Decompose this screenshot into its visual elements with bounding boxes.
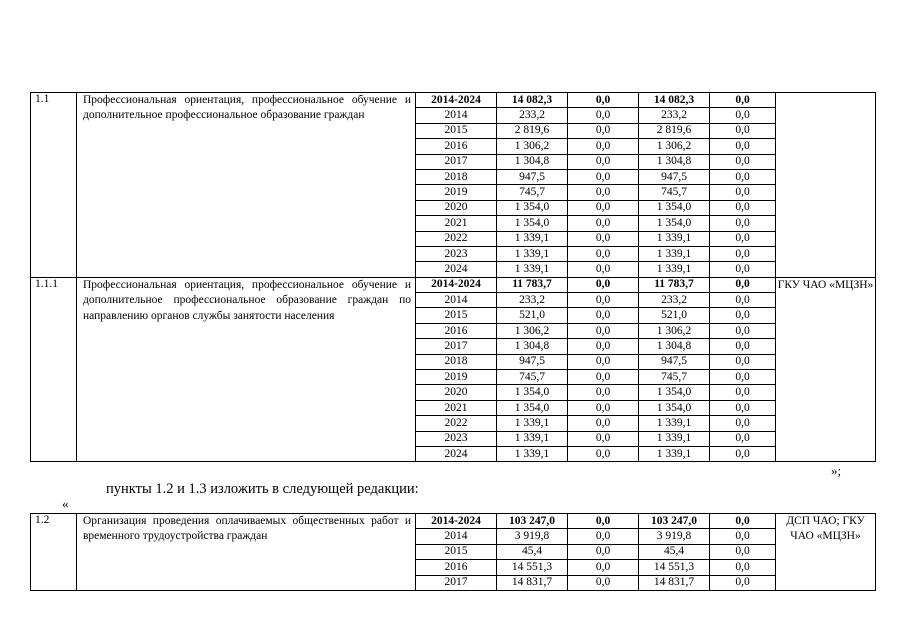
federal-cell: 0,0 — [568, 277, 639, 292]
regional-cell: 1 306,2 — [639, 139, 710, 154]
regional-cell: 1 354,0 — [639, 200, 710, 215]
federal-cell: 0,0 — [568, 262, 639, 277]
federal-cell: 0,0 — [568, 370, 639, 385]
regional-cell: 2 819,6 — [639, 123, 710, 138]
budget-table-top — [30, 92, 876, 462]
item-number: 1.2 — [31, 514, 77, 591]
other-cell: 0,0 — [710, 154, 776, 169]
federal-cell: 0,0 — [568, 308, 639, 323]
regional-cell: 745,7 — [639, 370, 710, 385]
total-cell: 1 339,1 — [497, 246, 568, 261]
other-cell: 0,0 — [710, 339, 776, 354]
regional-cell: 103 247,0 — [639, 514, 710, 529]
total-cell: 1 339,1 — [497, 231, 568, 246]
other-cell: 0,0 — [710, 169, 776, 184]
other-cell: 0,0 — [710, 575, 776, 590]
other-cell: 0,0 — [710, 446, 776, 461]
regional-cell: 1 306,2 — [639, 323, 710, 338]
federal-cell: 0,0 — [568, 216, 639, 231]
other-cell: 0,0 — [710, 560, 776, 575]
item-description: Организация проведения оплачиваемых общественных работ и временного трудоустройства граждан — [77, 514, 416, 591]
item-description: Профессиональная ориентация, профессиональное обучение и дополнительное профессиональное образование граждан по направлению органов службы занятости населения — [77, 277, 416, 462]
year-cell: 2023 — [416, 246, 497, 261]
federal-cell: 0,0 — [568, 200, 639, 215]
year-cell: 2019 — [416, 370, 497, 385]
table-row — [31, 93, 876, 108]
other-cell: 0,0 — [710, 293, 776, 308]
federal-cell: 0,0 — [568, 431, 639, 446]
total-cell: 1 306,2 — [497, 323, 568, 338]
regional-cell: 1 339,1 — [639, 262, 710, 277]
total-cell: 1 306,2 — [497, 139, 568, 154]
federal-cell: 0,0 — [568, 354, 639, 369]
total-cell: 1 354,0 — [497, 400, 568, 415]
year-cell: 2015 — [416, 308, 497, 323]
federal-cell: 0,0 — [568, 339, 639, 354]
budget-table-bottom — [30, 513, 876, 591]
year-cell: 2014 — [416, 529, 497, 544]
federal-cell: 0,0 — [568, 93, 639, 108]
other-cell: 0,0 — [710, 529, 776, 544]
other-cell: 0,0 — [710, 185, 776, 200]
year-cell: 2024 — [416, 446, 497, 461]
other-cell: 0,0 — [710, 354, 776, 369]
year-cell: 2021 — [416, 400, 497, 415]
other-cell: 0,0 — [710, 400, 776, 415]
total-cell: 11 783,7 — [497, 277, 568, 292]
total-cell: 233,2 — [497, 293, 568, 308]
year-cell: 2020 — [416, 200, 497, 215]
regional-cell: 1 304,8 — [639, 339, 710, 354]
regional-cell: 521,0 — [639, 308, 710, 323]
other-cell: 0,0 — [710, 416, 776, 431]
other-cell: 0,0 — [710, 216, 776, 231]
regional-cell: 1 339,1 — [639, 246, 710, 261]
federal-cell: 0,0 — [568, 139, 639, 154]
other-cell: 0,0 — [710, 308, 776, 323]
total-cell: 1 354,0 — [497, 200, 568, 215]
year-cell: 2020 — [416, 385, 497, 400]
total-cell: 3 919,8 — [497, 529, 568, 544]
year-cell: 2015 — [416, 544, 497, 559]
year-cell: 2016 — [416, 139, 497, 154]
total-cell: 1 339,1 — [497, 262, 568, 277]
total-cell: 1 304,8 — [497, 154, 568, 169]
regional-cell: 14 551,3 — [639, 560, 710, 575]
year-cell: 2022 — [416, 416, 497, 431]
total-cell: 14 551,3 — [497, 560, 568, 575]
regional-cell: 14 831,7 — [639, 575, 710, 590]
regional-cell: 1 339,1 — [639, 231, 710, 246]
federal-cell: 0,0 — [568, 185, 639, 200]
other-cell: 0,0 — [710, 431, 776, 446]
other-cell: 0,0 — [710, 262, 776, 277]
total-cell: 745,7 — [497, 185, 568, 200]
total-cell: 1 339,1 — [497, 431, 568, 446]
regional-cell: 1 304,8 — [639, 154, 710, 169]
total-cell: 1 304,8 — [497, 339, 568, 354]
other-cell: 0,0 — [710, 123, 776, 138]
regional-cell: 11 783,7 — [639, 277, 710, 292]
federal-cell: 0,0 — [568, 446, 639, 461]
federal-cell: 0,0 — [568, 544, 639, 559]
item-number: 1.1 — [31, 93, 77, 278]
year-cell: 2018 — [416, 354, 497, 369]
federal-cell: 0,0 — [568, 154, 639, 169]
regional-cell: 1 339,1 — [639, 446, 710, 461]
total-cell: 1 354,0 — [497, 216, 568, 231]
total-cell: 45,4 — [497, 544, 568, 559]
federal-cell: 0,0 — [568, 385, 639, 400]
other-cell: 0,0 — [710, 139, 776, 154]
federal-cell: 0,0 — [568, 514, 639, 529]
regional-cell: 947,5 — [639, 354, 710, 369]
year-cell: 2021 — [416, 216, 497, 231]
year-cell: 2024 — [416, 262, 497, 277]
total-cell: 2 819,6 — [497, 123, 568, 138]
federal-cell: 0,0 — [568, 108, 639, 123]
federal-cell: 0,0 — [568, 246, 639, 261]
year-cell: 2016 — [416, 323, 497, 338]
total-cell: 745,7 — [497, 370, 568, 385]
year-cell: 2017 — [416, 575, 497, 590]
year-cell: 2014 — [416, 293, 497, 308]
responsible-executor: ГКУ ЧАО «МЦЗН» — [776, 277, 876, 462]
total-cell: 14 082,3 — [497, 93, 568, 108]
other-cell: 0,0 — [710, 370, 776, 385]
total-cell: 1 339,1 — [497, 446, 568, 461]
year-cell: 2014-2024 — [416, 514, 497, 529]
table-row — [31, 514, 876, 529]
other-cell: 0,0 — [710, 108, 776, 123]
regional-cell: 1 354,0 — [639, 216, 710, 231]
total-cell: 233,2 — [497, 108, 568, 123]
federal-cell: 0,0 — [568, 560, 639, 575]
other-cell: 0,0 — [710, 231, 776, 246]
year-cell: 2014 — [416, 108, 497, 123]
year-cell: 2014-2024 — [416, 277, 497, 292]
regional-cell: 3 919,8 — [639, 529, 710, 544]
year-cell: 2023 — [416, 431, 497, 446]
federal-cell: 0,0 — [568, 231, 639, 246]
federal-cell: 0,0 — [568, 529, 639, 544]
regional-cell: 14 082,3 — [639, 93, 710, 108]
amendment-paragraph: пункты 1.2 и 1.3 изложить в следующей редакции: — [106, 481, 419, 497]
table-row — [31, 277, 876, 292]
item-description: Профессиональная ориентация, профессиональное обучение и дополнительное профессиональное образование граждан — [77, 93, 416, 278]
federal-cell: 0,0 — [568, 169, 639, 184]
total-cell: 1 354,0 — [497, 385, 568, 400]
year-cell: 2017 — [416, 339, 497, 354]
other-cell: 0,0 — [710, 277, 776, 292]
regional-cell: 1 354,0 — [639, 400, 710, 415]
regional-cell: 947,5 — [639, 169, 710, 184]
year-cell: 2018 — [416, 169, 497, 184]
total-cell: 14 831,7 — [497, 575, 568, 590]
year-cell: 2019 — [416, 185, 497, 200]
other-cell: 0,0 — [710, 514, 776, 529]
regional-cell: 233,2 — [639, 293, 710, 308]
year-cell: 2014-2024 — [416, 93, 497, 108]
regional-cell: 1 354,0 — [639, 385, 710, 400]
total-cell: 947,5 — [497, 354, 568, 369]
closing-quote: »; — [831, 463, 842, 478]
total-cell: 521,0 — [497, 308, 568, 323]
federal-cell: 0,0 — [568, 323, 639, 338]
year-cell: 2022 — [416, 231, 497, 246]
regional-cell: 1 339,1 — [639, 416, 710, 431]
federal-cell: 0,0 — [568, 400, 639, 415]
regional-cell: 233,2 — [639, 108, 710, 123]
regional-cell: 1 339,1 — [639, 431, 710, 446]
other-cell: 0,0 — [710, 544, 776, 559]
other-cell: 0,0 — [710, 385, 776, 400]
item-number: 1.1.1 — [31, 277, 77, 462]
responsible-executor — [776, 93, 876, 278]
federal-cell: 0,0 — [568, 293, 639, 308]
year-cell: 2016 — [416, 560, 497, 575]
total-cell: 103 247,0 — [497, 514, 568, 529]
total-cell: 947,5 — [497, 169, 568, 184]
year-cell: 2015 — [416, 123, 497, 138]
regional-cell: 45,4 — [639, 544, 710, 559]
federal-cell: 0,0 — [568, 416, 639, 431]
responsible-executor: ДСП ЧАО; ГКУ ЧАО «МЦЗН» — [776, 514, 876, 591]
other-cell: 0,0 — [710, 323, 776, 338]
year-cell: 2017 — [416, 154, 497, 169]
other-cell: 0,0 — [710, 246, 776, 261]
opening-quote: « — [62, 496, 69, 511]
regional-cell: 745,7 — [639, 185, 710, 200]
other-cell: 0,0 — [710, 93, 776, 108]
total-cell: 1 339,1 — [497, 416, 568, 431]
federal-cell: 0,0 — [568, 575, 639, 590]
other-cell: 0,0 — [710, 200, 776, 215]
federal-cell: 0,0 — [568, 123, 639, 138]
